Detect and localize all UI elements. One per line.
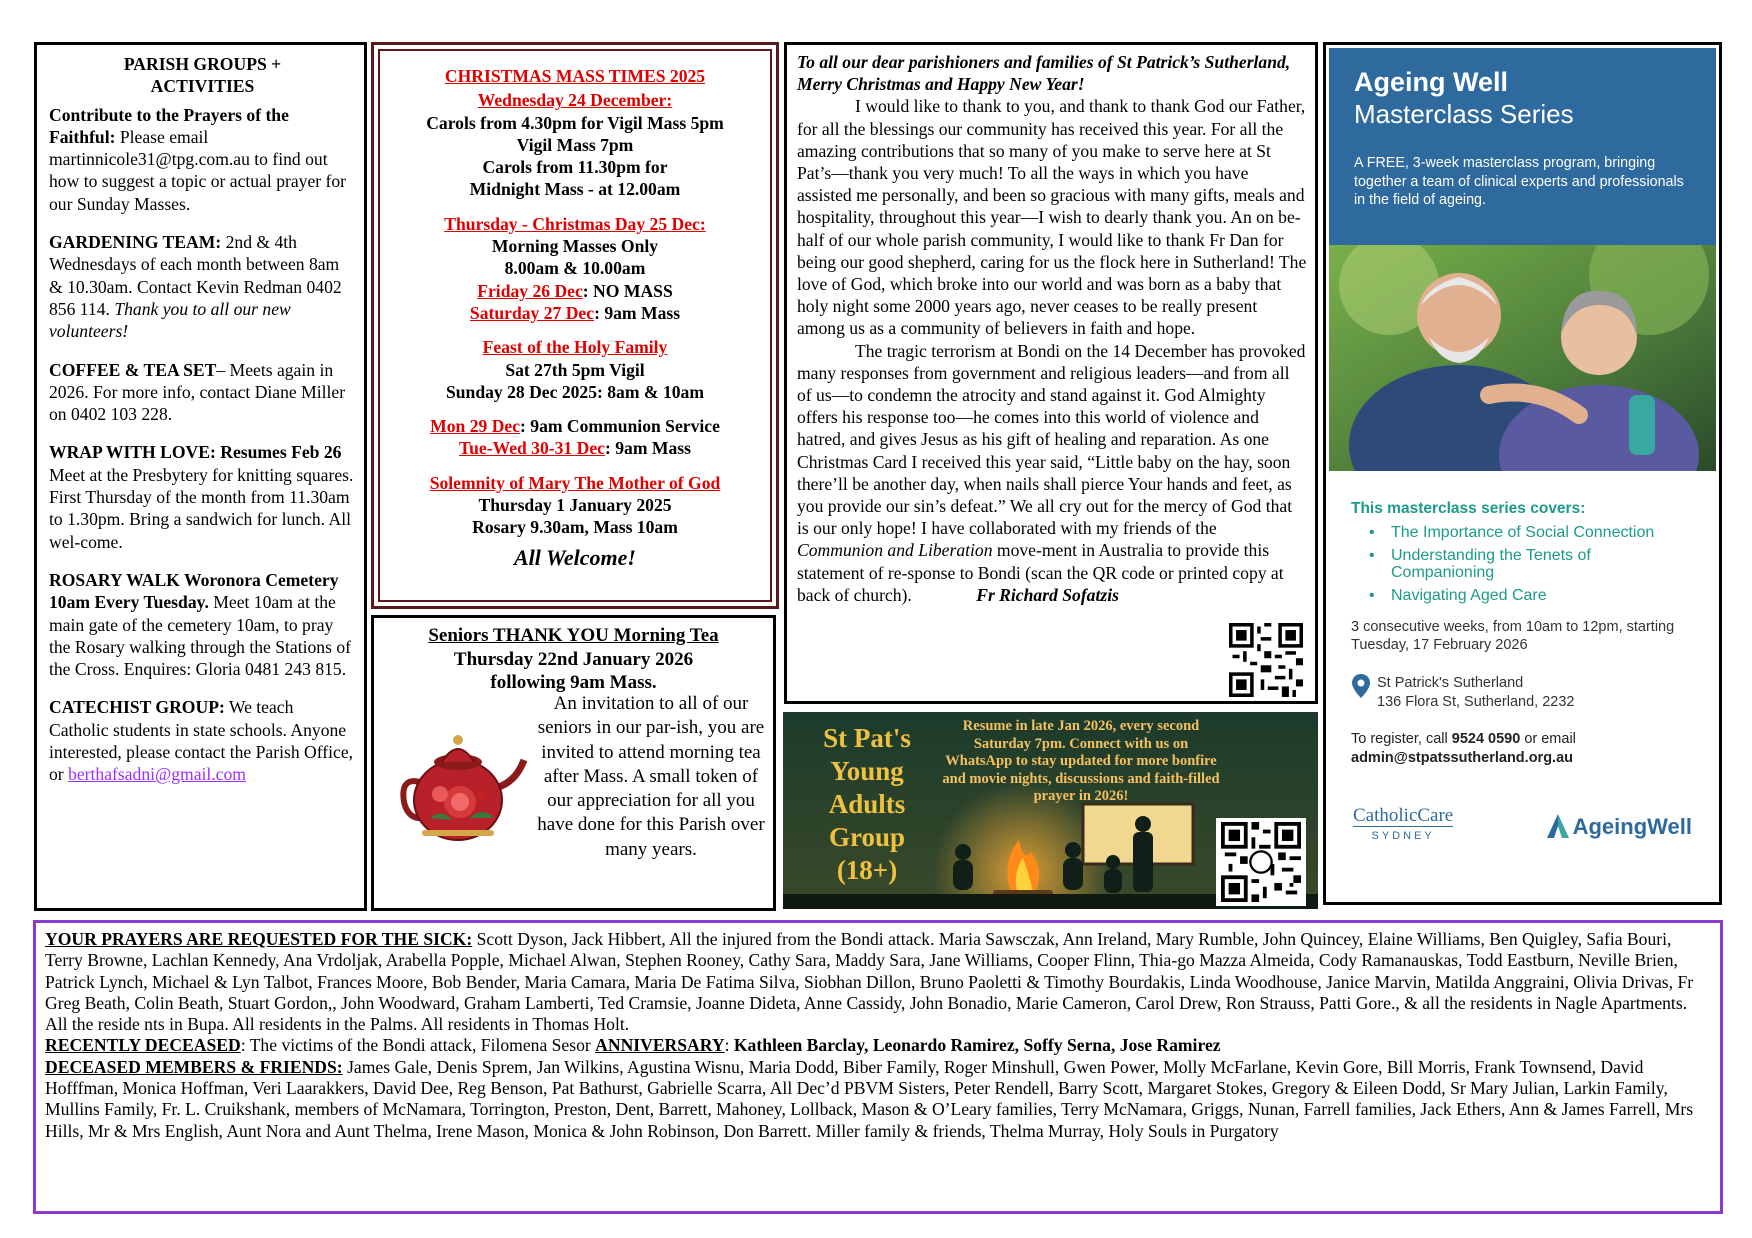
whatsapp-qr-icon[interactable] [1216, 818, 1306, 906]
ageingwell-logo-icon [1547, 814, 1569, 838]
ageing-well-panel [1323, 42, 1722, 905]
letter-paragraph-1: I would like to thank to you, and thank to thank God our Father, for all the blessings our community has received this year. For all the amazing contributions that so many of you make to serve here at St Pat’s—thank you very much! To all the ways in which you have assisted me personally, and been so gracious with many gifts, meals and hospitality, throughout this year—I wish to dearly thank you. An on be-half of our whole parish community, I would like to thank Fr Dan for being our good shepherd, caring for us the flock here in Sutherland! The love of God, which broke into our world and was born as a baby that holy night some 2000 years ago, never ceases to be really present among us as a community of believers in faith and hope. [797, 96, 1307, 339]
feast-line: Sunday 28 Dec 2025: 8am & 10am [445, 381, 705, 402]
prayers-panel [33, 920, 1723, 1214]
teapot-image [382, 692, 537, 882]
tue-text: : 9am Mass [604, 438, 691, 459]
letter-p2-text: The tragic terrorism at Bondi on the 14 December has provoked many responses from government and religious leaders—and from all of us—to condemn the atrocity and stand against it. God Almighty offers his response too—he comes into this world of violence and hatred, and gives Jesus as his gift of healing and reparation. As one Christmas Card I received this year said, “Little baby on the hay, soon there’ll be another day, when nails shall pierce Your hands and feet, as you provide our sin’s defeat.” We all cry out for the mercy of God that is our only hope! I have collaborated with my friends of the [797, 340, 1306, 539]
sat-line [386, 302, 764, 324]
catholiccare-logo-text: CatholicCare [1353, 805, 1454, 826]
group-text: We teach Catholic students in state schools. Anyone interested, please contact the Parish Office, or [49, 697, 354, 785]
mass-thursday [386, 213, 764, 324]
prayers-recent [45, 1035, 1710, 1056]
young-adults-panel [783, 712, 1318, 909]
group-title: WRAP WITH LOVE: Resumes Feb 26 [49, 442, 342, 463]
mon-text: : 9am Communion Service [520, 416, 720, 437]
group-rosary [49, 569, 356, 680]
fri-text: : NO MASS [582, 280, 673, 301]
group-coffee [49, 359, 356, 426]
group-title: CATECHIST GROUP: [49, 697, 225, 718]
recent-heading: RECENTLY DECEASED [45, 1035, 241, 1056]
qr-code-icon[interactable] [1229, 623, 1303, 697]
seniors-panel [371, 615, 776, 911]
ageing-title: Ageing Well [1354, 67, 1509, 97]
mass-weekdays [386, 415, 764, 460]
letter-paragraph-2 [797, 340, 1307, 606]
fri-heading: Friday 26 Dec [477, 280, 583, 301]
sick-heading: YOUR PRAYERS ARE REQUESTED FOR THE SICK: [45, 929, 473, 949]
sick-text: Scott Dyson, Jack Hibbert, All the injured from the Bondi attack. Maria Sawsczak, Ann Ireland, Mary Rumble, John Quincey, Elaine Williams, Ben Quigley, Safia Bouri, Terry Browne, Lachlan Kennedy, Ana Vrdoljak, Arabella Popple, Michael Alwan, Stephen Rooney, Cathy Sara, Maddy Sara, Jane Williams, Cooper Flinn, Thia-go Mazza Almeida, Cody Ramanauskas, Todd Eastburn, Neville Brien, Patrick Lynch, Michael & Lyn Talbot, Frances Moore, Bob Bender, Maria Camara, Maria De Fatima Silva, Siobhan Dillon, Bruno Paoletti & Timothy Bourdakis, Linda Woodhouse, Janice Marvin, Matilda Anggraini, Olivia Drivas, Fr Greg Beath, Colin Beath, Stuart Gordon,, John Woodward, Graham Lamberti, Ted Cramsie, Joanne Dideta, Anne Cassidy, John Bonadio, Marie Cameron, Carol Drew, Ron Strauss, Patti Gore., & all the residents in Nagle Apartments. All the reside nts in Bupa. All residents in the Palms. All residents in Thomas Holt. [45, 929, 1694, 1035]
register-text: To register, call [1351, 731, 1452, 747]
group-text: Please email martinnicole31@tpg.com.au to find out how to suggest a topic or actual prayer for our Sunday Masses. [49, 126, 347, 214]
ageingwell-logo [1547, 814, 1692, 838]
tue-heading: Tue-Wed 30-31 Dec [459, 438, 605, 459]
location-address: 136 Flora St, Sutherland, 2232 [1377, 694, 1575, 710]
group-wrap [49, 441, 356, 552]
group-title: GARDENING TEAM: [49, 232, 222, 253]
anniversary-heading: ANNIVERSARY [595, 1035, 725, 1056]
register-phone[interactable]: 9524 0590 [1451, 731, 1521, 747]
thu-line: Morning Masses Only [491, 236, 659, 257]
location-pin-icon [1351, 674, 1371, 698]
sol-line: Rosary 9.30am, Mass 10am [472, 517, 678, 538]
group-text: Meet at the Presbytery for knitting squares. First Thursday of the month from 11.30am to 1.30pm. Bring a sandwich for lunch. All wel-come. [49, 464, 354, 552]
sat-heading: Saturday 27 Dec [469, 302, 595, 323]
ageing-subtitle: Masterclass Series [1354, 99, 1574, 129]
group-text: Meet 10am at the main gate of the cemetery 10am, to pray the Rosary walking through the Stations of the Cross. Enquires: Gloria 0481 243 815. [49, 592, 351, 680]
ageing-register [1351, 730, 1694, 768]
ageing-location [1351, 674, 1694, 712]
anniversary-names: Kathleen Barclay, Leonardo Ramirez, Soffy Serna, Jose Ramirez [733, 1035, 1221, 1056]
thu-heading: Thursday - Christmas Day 25 Dec: [444, 213, 706, 234]
group-italic: Thank you to all our new volunteers! [49, 298, 291, 342]
ageing-logos [1351, 806, 1694, 846]
group-text: 2nd & 4th Wednesdays of each month between 8am & 10.30am. Contact Kevin Redman 0402 856 114. [49, 232, 342, 319]
topic-item: • The Importance of Social Connection [1369, 524, 1694, 541]
mass-times-panel [371, 42, 779, 609]
group-title: ROSARY WALK Woronora Cemetery 10am Every Tuesday. [49, 569, 339, 613]
wed-line: Midnight Mass - at 12.00am [469, 179, 681, 200]
sat-text: : 9am Mass [594, 302, 681, 323]
prayers-deceased [45, 1057, 1710, 1142]
seniors-title: Seniors THANK YOU Morning Tea [428, 625, 719, 646]
parish-groups-heading: PARISH GROUPS + ACTIVITIES [123, 54, 282, 97]
group-title: COFFEE & TEA SET [49, 359, 217, 380]
ageing-description: A FREE, 3-week masterclass program, bringing together a team of clinical experts and professionals in the field of ageing. [1354, 155, 1684, 208]
letter-p2-text-end: move-ment in Australia to provide this statement of re-sponse to Bondi (scan the QR code or printed copy at back of church). [797, 540, 1284, 605]
seniors-date: Thursday 22nd January 2026 [453, 649, 694, 670]
parish-groups-panel [34, 42, 367, 911]
ageing-header [1329, 48, 1716, 245]
letter-p2-italic: Communion and Liberation [797, 540, 993, 561]
covers-heading: This masterclass series covers: [1351, 500, 1586, 517]
mass-holy-family [386, 336, 764, 403]
group-catechist [49, 696, 356, 785]
group-text: – Meets again in 2026. For more info, contact Diane Miller on 0402 103 228. [49, 359, 346, 425]
catechist-email-link[interactable]: berthafsadni@gmail.com [68, 764, 246, 785]
group-gardening [49, 231, 356, 342]
letter-signature: Fr Richard Sofatzis [976, 584, 1119, 605]
wed-line: Carols from 11.30pm for [482, 157, 668, 178]
deceased-heading: DECEASED MEMBERS & FRIENDS: [45, 1056, 343, 1077]
location-name: St Patrick's Sutherland [1377, 675, 1524, 691]
topics-list [1351, 524, 1694, 604]
feast-heading: Feast of the Holy Family [482, 337, 668, 358]
topic-item: • Navigating Aged Care [1369, 587, 1694, 604]
mass-times-title: CHRISTMAS MASS TIMES 2025 [444, 66, 706, 86]
all-welcome: All Welcome! [513, 544, 636, 570]
seniors-photo [1329, 245, 1716, 471]
catholiccare-logo-sub: SYDNEY [1353, 826, 1453, 846]
wed-heading: Wednesday 24 December: [477, 90, 673, 111]
sol-heading: Solemnity of Mary The Mother of God [429, 472, 721, 493]
fri-line [386, 280, 764, 302]
ageingwell-logo-text: AgeingWell [1572, 813, 1692, 839]
wed-line: Vigil Mass 7pm [516, 134, 634, 155]
young-adults-title: St Pat's Young Adults Group (18+) [823, 723, 911, 885]
register-text: or email [1520, 731, 1576, 747]
anniversary-sep: : [724, 1035, 734, 1056]
feast-line: Sat 27th 5pm Vigil [505, 359, 645, 380]
register-email[interactable]: admin@stpatssutherland.org.au [1351, 750, 1574, 766]
thu-line: 8.00am & 10.00am [504, 258, 646, 279]
sol-line: Thursday 1 January 2025 [478, 495, 672, 516]
wed-line: Carols from 4.30pm for Vigil Mass 5pm [426, 112, 724, 133]
deceased-text: James Gale, Denis Sprem, Jan Wilkins, Agustina Wisnu, Maria Dodd, Biber Family, Roger Minshull, Gwen Power, Molly McFarlane, Kevin Gore, Bill Morris, Frank Townsend, David Hofffman, Monica Hoffman, Veri Laarakkers, David Dee, Reg Benson, Pat Bathurst, Gabrielle Scarra, All Dec’d PBVM Sisters, Peter Rendell, Barry Scott, Margaret Stokes, Gregory & Eileen Dodd, Sr Mary Julian, Larkin Family, Mullins Family, Fr. L. Cruikshank, members of McNamara, Torrington, Preston, Dent, Barrett, Mahoney, Lollback, Mason & O’Leary families, Terry McNamara, Griggs, Nunan, Farrell families, Jack Ethers, Ann & James Farrell, Mrs Hills, Mr & Mrs English, Aunt Nora and Aunt Thelma, Irene Mason, Monica & John Robinson, Don Barrett. Miller family & friends, Thelma Murray, Holy Souls in Purgatory [45, 1056, 1694, 1141]
seniors-after: following 9am Mass. [490, 672, 657, 693]
group-title: Contribute to the Prayers of the Faithful: [49, 104, 289, 147]
ageing-dates: 3 consecutive weeks, from 10am to 12pm, starting Tuesday, 17 February 2026 [1351, 619, 1675, 653]
seniors-invitation: An invitation to all of our seniors in our par-ish, you are invited to attend morning tea after Mass. A small token of our appreciation for all you have done for this Parish over many years. [537, 693, 765, 860]
mon-heading: Mon 29 Dec [430, 416, 521, 437]
mon-line [386, 415, 764, 437]
mass-wednesday [386, 89, 764, 200]
tue-line [386, 437, 764, 459]
letter-intro: To all our dear parishioners and families of St Patrick’s Sutherland, Merry Christmas and Happy New Year! [797, 52, 1291, 95]
letter-panel [784, 42, 1318, 704]
prayers-sick [45, 929, 1710, 1035]
mass-solemnity [386, 472, 764, 539]
ageing-body [1329, 471, 1716, 901]
topic-item: • Understanding the Tenets of Companioning [1369, 547, 1694, 581]
young-adults-text: Resume in late Jan 2026, every second Saturday 7pm. Connect with us on WhatsApp to stay updated for more bonfire and movie nights, discussions and faith-filled prayer in 2026! [942, 718, 1220, 805]
recent-text: : The victims of the Bondi attack, Filomena Sesor [240, 1035, 596, 1056]
catholiccare-logo [1353, 806, 1453, 846]
group-prayers [49, 104, 356, 215]
